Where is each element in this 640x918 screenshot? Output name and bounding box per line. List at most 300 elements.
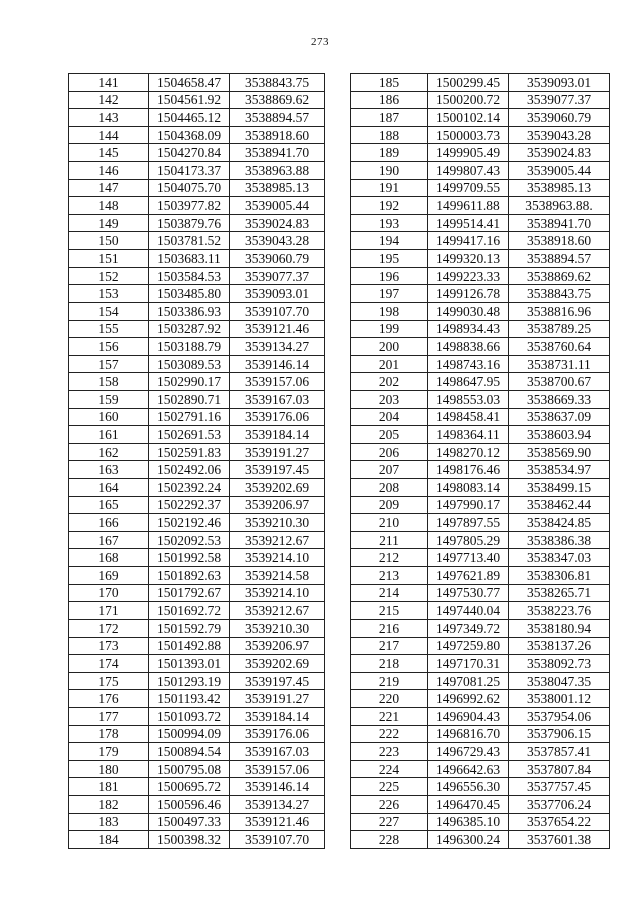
point-number-cell: 165 [69,496,149,514]
x-coordinate-cell: 1503188.79 [149,338,230,356]
y-coordinate-cell: 3538869.62 [509,267,610,285]
point-number-cell: 196 [351,267,428,285]
x-coordinate-cell: 1504270.84 [149,144,230,162]
table-row [69,549,325,567]
point-number-cell: 148 [69,197,149,215]
x-coordinate-cell: 1500596.46 [149,795,230,813]
y-coordinate-cell: 3538047.35 [509,672,610,690]
x-coordinate-cell: 1497990.17 [428,496,509,514]
table-row [69,302,325,320]
y-coordinate-cell: 3538499.15 [509,479,610,497]
point-number-cell: 225 [351,778,428,796]
point-number-cell: 164 [69,479,149,497]
y-coordinate-cell: 3537807.84 [509,760,610,778]
point-number-cell: 177 [69,707,149,725]
y-coordinate-cell: 3539197.45 [230,672,325,690]
table-row [351,743,610,761]
x-coordinate-cell: 1502292.37 [149,496,230,514]
point-number-cell: 202 [351,373,428,391]
x-coordinate-cell: 1504465.12 [149,109,230,127]
point-number-cell: 189 [351,144,428,162]
table-row [351,91,610,109]
point-number-cell: 213 [351,567,428,585]
y-coordinate-cell: 3539206.97 [230,637,325,655]
table-row [69,197,325,215]
table-row [351,707,610,725]
y-coordinate-cell: 3539167.03 [230,390,325,408]
point-number-cell: 203 [351,390,428,408]
y-coordinate-cell: 3539210.30 [230,514,325,532]
x-coordinate-cell: 1496904.43 [428,707,509,725]
table-row [351,232,610,250]
table-row [69,91,325,109]
x-coordinate-cell: 1496992.62 [428,690,509,708]
table-row [69,232,325,250]
y-coordinate-cell: 3539093.01 [509,74,610,92]
x-coordinate-cell: 1500102.14 [428,109,509,127]
y-coordinate-cell: 3538386.38 [509,531,610,549]
point-number-cell: 186 [351,91,428,109]
point-number-cell: 152 [69,267,149,285]
table-row [69,250,325,268]
y-coordinate-cell: 3538843.75 [230,74,325,92]
x-coordinate-cell: 1501692.72 [149,602,230,620]
point-number-cell: 143 [69,109,149,127]
x-coordinate-cell: 1498083.14 [428,479,509,497]
table-row [69,619,325,637]
x-coordinate-cell: 1503781.52 [149,232,230,250]
point-number-cell: 217 [351,637,428,655]
table-row [351,285,610,303]
y-coordinate-cell: 3538569.90 [509,443,610,461]
table-row [351,109,610,127]
y-coordinate-cell: 3538265.71 [509,584,610,602]
table-row [69,795,325,813]
y-coordinate-cell: 3538462.44 [509,496,610,514]
point-number-cell: 194 [351,232,428,250]
y-coordinate-cell: 3538347.03 [509,549,610,567]
table-row [351,584,610,602]
table-row [351,197,610,215]
point-number-cell: 228 [351,831,428,849]
table-row [351,795,610,813]
point-number-cell: 162 [69,443,149,461]
table-row [351,250,610,268]
table-row [69,637,325,655]
x-coordinate-cell: 1497530.77 [428,584,509,602]
point-number-cell: 151 [69,250,149,268]
point-number-cell: 172 [69,619,149,637]
point-number-cell: 190 [351,162,428,180]
point-number-cell: 206 [351,443,428,461]
x-coordinate-cell: 1496556.30 [428,778,509,796]
table-row [351,461,610,479]
table-row [351,778,610,796]
point-number-cell: 160 [69,408,149,426]
table-row [69,584,325,602]
y-coordinate-cell: 3539210.30 [230,619,325,637]
table-row [69,320,325,338]
y-coordinate-cell: 3539005.44 [230,197,325,215]
y-coordinate-cell: 3538731.11 [509,355,610,373]
table-row [351,179,610,197]
y-coordinate-cell: 3539184.14 [230,426,325,444]
x-coordinate-cell: 1497170.31 [428,655,509,673]
table-row [351,655,610,673]
point-number-cell: 149 [69,214,149,232]
table-row [69,514,325,532]
y-coordinate-cell: 3538306.81 [509,567,610,585]
y-coordinate-cell: 3538180.94 [509,619,610,637]
x-coordinate-cell: 1502791.16 [149,408,230,426]
x-coordinate-cell: 1500497.33 [149,813,230,831]
point-number-cell: 221 [351,707,428,725]
table-row [351,531,610,549]
x-coordinate-cell: 1501892.63 [149,567,230,585]
table-row [69,267,325,285]
y-coordinate-cell: 3539043.28 [230,232,325,250]
x-coordinate-cell: 1499514.41 [428,214,509,232]
y-coordinate-cell: 3539005.44 [509,162,610,180]
table-row [351,831,610,849]
table-row [69,831,325,849]
point-number-cell: 183 [69,813,149,831]
point-number-cell: 218 [351,655,428,673]
x-coordinate-cell: 1498364.11 [428,426,509,444]
point-number-cell: 223 [351,743,428,761]
table-row [69,179,325,197]
x-coordinate-cell: 1501992.58 [149,549,230,567]
y-coordinate-cell: 3539077.37 [509,91,610,109]
point-number-cell: 226 [351,795,428,813]
point-number-cell: 156 [69,338,149,356]
point-number-cell: 224 [351,760,428,778]
y-coordinate-cell: 3539060.79 [509,109,610,127]
table-row [351,408,610,426]
table-row [69,690,325,708]
y-coordinate-cell: 3539176.06 [230,408,325,426]
x-coordinate-cell: 1501393.01 [149,655,230,673]
table-row [351,672,610,690]
x-coordinate-cell: 1498458.41 [428,408,509,426]
table-row [69,743,325,761]
x-coordinate-cell: 1501492.88 [149,637,230,655]
point-number-cell: 180 [69,760,149,778]
point-number-cell: 150 [69,232,149,250]
table-row [351,725,610,743]
y-coordinate-cell: 3539107.70 [230,302,325,320]
x-coordinate-cell: 1496816.70 [428,725,509,743]
point-number-cell: 182 [69,795,149,813]
point-number-cell: 179 [69,743,149,761]
point-number-cell: 198 [351,302,428,320]
y-coordinate-cell: 3539157.06 [230,373,325,391]
point-number-cell: 178 [69,725,149,743]
x-coordinate-cell: 1498176.46 [428,461,509,479]
y-coordinate-cell: 3539212.67 [230,531,325,549]
x-coordinate-cell: 1502392.24 [149,479,230,497]
x-coordinate-cell: 1503386.93 [149,302,230,320]
point-number-cell: 174 [69,655,149,673]
table-row [69,672,325,690]
x-coordinate-cell: 1504075.70 [149,179,230,197]
table-row [69,214,325,232]
table-row [69,778,325,796]
table-row [351,338,610,356]
point-number-cell: 155 [69,320,149,338]
y-coordinate-cell: 3537654.22 [509,813,610,831]
table-row [351,567,610,585]
y-coordinate-cell: 3539214.10 [230,584,325,602]
y-coordinate-cell: 3539191.27 [230,443,325,461]
coordinate-table-left [68,73,325,849]
x-coordinate-cell: 1503089.53 [149,355,230,373]
point-number-cell: 215 [351,602,428,620]
y-coordinate-cell: 3538869.62 [230,91,325,109]
x-coordinate-cell: 1502591.83 [149,443,230,461]
point-number-cell: 169 [69,567,149,585]
y-coordinate-cell: 3539176.06 [230,725,325,743]
y-coordinate-cell: 3539191.27 [230,690,325,708]
point-number-cell: 193 [351,214,428,232]
y-coordinate-cell: 3537757.45 [509,778,610,796]
x-coordinate-cell: 1499417.16 [428,232,509,250]
table-row [69,760,325,778]
y-coordinate-cell: 3539134.27 [230,795,325,813]
point-number-cell: 227 [351,813,428,831]
x-coordinate-cell: 1497805.29 [428,531,509,549]
y-coordinate-cell: 3537857.41 [509,743,610,761]
table-row [351,214,610,232]
y-coordinate-cell: 3537706.24 [509,795,610,813]
x-coordinate-cell: 1502092.53 [149,531,230,549]
x-coordinate-cell: 1503485.80 [149,285,230,303]
point-number-cell: 146 [69,162,149,180]
y-coordinate-cell: 3538941.70 [230,144,325,162]
x-coordinate-cell: 1500695.72 [149,778,230,796]
page-number: 273 [311,36,329,48]
point-number-cell: 153 [69,285,149,303]
y-coordinate-cell: 3538092.73 [509,655,610,673]
table-row [351,514,610,532]
y-coordinate-cell: 3538816.96 [509,302,610,320]
point-number-cell: 220 [351,690,428,708]
y-coordinate-cell: 3539060.79 [230,250,325,268]
x-coordinate-cell: 1501592.79 [149,619,230,637]
y-coordinate-cell: 3538534.97 [509,461,610,479]
y-coordinate-cell: 3539146.14 [230,355,325,373]
x-coordinate-cell: 1499807.43 [428,162,509,180]
x-coordinate-cell: 1501293.19 [149,672,230,690]
x-coordinate-cell: 1502890.71 [149,390,230,408]
x-coordinate-cell: 1498838.66 [428,338,509,356]
x-coordinate-cell: 1503584.53 [149,267,230,285]
point-number-cell: 171 [69,602,149,620]
table-row [69,813,325,831]
table-row [69,162,325,180]
y-coordinate-cell: 3539157.06 [230,760,325,778]
coordinate-table-right [350,73,610,849]
table-row [69,602,325,620]
point-number-cell: 144 [69,126,149,144]
table-row [69,707,325,725]
table-row [69,390,325,408]
table-row [69,355,325,373]
x-coordinate-cell: 1497259.80 [428,637,509,655]
x-coordinate-cell: 1503287.92 [149,320,230,338]
y-coordinate-cell: 3539107.70 [230,831,325,849]
table-row [351,496,610,514]
table-row [351,813,610,831]
x-coordinate-cell: 1500994.09 [149,725,230,743]
point-number-cell: 181 [69,778,149,796]
y-coordinate-cell: 3539184.14 [230,707,325,725]
y-coordinate-cell: 3539134.27 [230,338,325,356]
point-number-cell: 147 [69,179,149,197]
x-coordinate-cell: 1497440.04 [428,602,509,620]
y-coordinate-cell: 3538963.88. [509,197,610,215]
x-coordinate-cell: 1497349.72 [428,619,509,637]
table-row [351,426,610,444]
point-number-cell: 199 [351,320,428,338]
point-number-cell: 197 [351,285,428,303]
table-row [351,74,610,92]
point-number-cell: 195 [351,250,428,268]
x-coordinate-cell: 1499223.33 [428,267,509,285]
x-coordinate-cell: 1503977.82 [149,197,230,215]
y-coordinate-cell: 3538843.75 [509,285,610,303]
table-row [351,126,610,144]
x-coordinate-cell: 1504561.92 [149,91,230,109]
x-coordinate-cell: 1496729.43 [428,743,509,761]
y-coordinate-cell: 3538894.57 [230,109,325,127]
point-number-cell: 188 [351,126,428,144]
point-number-cell: 163 [69,461,149,479]
x-coordinate-cell: 1499320.13 [428,250,509,268]
point-number-cell: 207 [351,461,428,479]
y-coordinate-cell: 3539167.03 [230,743,325,761]
y-coordinate-cell: 3539202.69 [230,655,325,673]
x-coordinate-cell: 1500299.45 [428,74,509,92]
x-coordinate-cell: 1500795.08 [149,760,230,778]
y-coordinate-cell: 3539206.97 [230,496,325,514]
point-number-cell: 161 [69,426,149,444]
point-number-cell: 175 [69,672,149,690]
table-row [69,531,325,549]
point-number-cell: 214 [351,584,428,602]
point-number-cell: 154 [69,302,149,320]
table-row [351,690,610,708]
y-coordinate-cell: 3539214.10 [230,549,325,567]
table-row [351,373,610,391]
point-number-cell: 204 [351,408,428,426]
y-coordinate-cell: 3539212.67 [230,602,325,620]
table-row [351,619,610,637]
point-number-cell: 142 [69,91,149,109]
x-coordinate-cell: 1497897.55 [428,514,509,532]
y-coordinate-cell: 3538918.60 [509,232,610,250]
x-coordinate-cell: 1501193.42 [149,690,230,708]
point-number-cell: 158 [69,373,149,391]
point-number-cell: 173 [69,637,149,655]
table-row [69,461,325,479]
table-row [69,408,325,426]
table-row [351,302,610,320]
y-coordinate-cell: 3539197.45 [230,461,325,479]
point-number-cell: 166 [69,514,149,532]
y-coordinate-cell: 3538963.88 [230,162,325,180]
table-row [69,109,325,127]
table-row [69,74,325,92]
table-row [351,144,610,162]
y-coordinate-cell: 3538985.13 [230,179,325,197]
point-number-cell: 145 [69,144,149,162]
y-coordinate-cell: 3538424.85 [509,514,610,532]
x-coordinate-cell: 1503683.11 [149,250,230,268]
point-number-cell: 168 [69,549,149,567]
point-number-cell: 201 [351,355,428,373]
y-coordinate-cell: 3539214.58 [230,567,325,585]
y-coordinate-cell: 3538941.70 [509,214,610,232]
y-coordinate-cell: 3539077.37 [230,267,325,285]
x-coordinate-cell: 1499030.48 [428,302,509,320]
y-coordinate-cell: 3539024.83 [509,144,610,162]
point-number-cell: 208 [351,479,428,497]
x-coordinate-cell: 1499905.49 [428,144,509,162]
x-coordinate-cell: 1497081.25 [428,672,509,690]
x-coordinate-cell: 1498743.16 [428,355,509,373]
point-number-cell: 191 [351,179,428,197]
table-row [69,285,325,303]
y-coordinate-cell: 3537954.06 [509,707,610,725]
table-row [69,567,325,585]
x-coordinate-cell: 1496470.45 [428,795,509,813]
table-row [351,162,610,180]
table-row [351,602,610,620]
y-coordinate-cell: 3539202.69 [230,479,325,497]
table-row [69,426,325,444]
point-number-cell: 222 [351,725,428,743]
point-number-cell: 200 [351,338,428,356]
x-coordinate-cell: 1501093.72 [149,707,230,725]
point-number-cell: 187 [351,109,428,127]
x-coordinate-cell: 1497621.89 [428,567,509,585]
x-coordinate-cell: 1502492.06 [149,461,230,479]
point-number-cell: 157 [69,355,149,373]
x-coordinate-cell: 1502990.17 [149,373,230,391]
point-number-cell: 185 [351,74,428,92]
x-coordinate-cell: 1498647.95 [428,373,509,391]
y-coordinate-cell: 3537601.38 [509,831,610,849]
point-number-cell: 170 [69,584,149,602]
x-coordinate-cell: 1498553.03 [428,390,509,408]
point-number-cell: 176 [69,690,149,708]
x-coordinate-cell: 1504173.37 [149,162,230,180]
y-coordinate-cell: 3538789.25 [509,320,610,338]
point-number-cell: 167 [69,531,149,549]
x-coordinate-cell: 1503879.76 [149,214,230,232]
x-coordinate-cell: 1496385.10 [428,813,509,831]
y-coordinate-cell: 3538637.09 [509,408,610,426]
point-number-cell: 184 [69,831,149,849]
table-row [69,373,325,391]
y-coordinate-cell: 3538223.76 [509,602,610,620]
x-coordinate-cell: 1499126.78 [428,285,509,303]
x-coordinate-cell: 1500200.72 [428,91,509,109]
y-coordinate-cell: 3539024.83 [230,214,325,232]
table-row [69,338,325,356]
table-row [351,549,610,567]
